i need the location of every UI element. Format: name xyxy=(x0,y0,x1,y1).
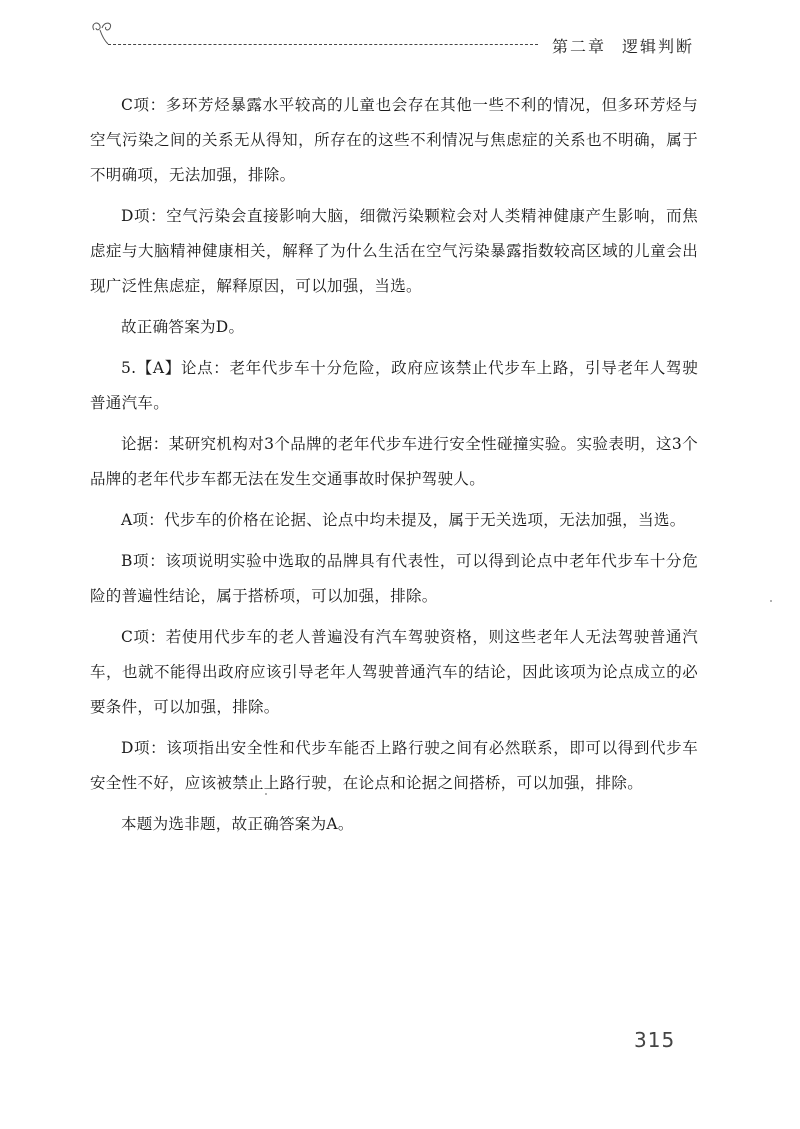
paragraph-q5-option-c: C项：若使用代步车的老人普遍没有汽车驾驶资格，则这些老年人无法驾驶普通汽车，也就不能得出政府应该引导老年人驾驶普通汽车的结论，因此该项为论点成立的必要条件，可以加强，排除。 xyxy=(90,628,698,716)
chapter-label: 第二章 xyxy=(552,37,607,56)
paragraph-answer-prev: 故正确答案为D。 xyxy=(121,318,245,336)
paragraph-q5-option-b: B项：该项说明实验中选取的品牌具有代表性，可以得到论点中老年代步车十分危险的普遍性结论，属于搭桥项，可以加强，排除。 xyxy=(90,552,698,605)
paragraph-q5-option-a: A项：代步车的价格在论据、论点中均未提及，属于无关选项，无法加强，当选。 xyxy=(121,511,686,529)
paragraph-q5-evidence: 论据：某研究机构对3个品牌的老年代步车进行安全性碰撞实验。实验表明，这3个品牌的老年代步车都无法在发生交通事故时保护驾驶人。 xyxy=(90,435,698,488)
paragraph-q5-answer: 本题为选非题，故正确答案为A。 xyxy=(121,815,354,833)
paragraph-option-c-prev: C项：多环芳烃暴露水平较高的儿童也会存在其他一些不利的情况，但多环芳烃与空气污染之间的关系无从得知，所存在的这些不利情况与焦虑症的关系也不明确，属于不明确项，无法加强，排除。 xyxy=(90,96,698,184)
page-body xyxy=(90,88,698,848)
paragraph-q5-argument: 5.【A】论点：老年代步车十分危险，政府应该禁止代步车上路，引导老年人驾驶普通汽车。 xyxy=(90,359,698,412)
paragraph-option-d-prev: D项：空气污染会直接影响大脑，细微污染颗粒会对人类精神健康产生影响，而焦虑症与大脑精神健康相关，解释了为什么生活在空气污染暴露指数较高区域的儿童会出现广泛性焦虑症，解释原因，可以加强，当选。 xyxy=(90,207,698,295)
paragraph-q5-option-d: D项：该项指出安全性和代步车能否上路行驶之间有必然联系，即可以得到代步车安全性不好，应该被禁止上路行驶，在论点和论据之间搭桥，可以加强，排除。 xyxy=(90,739,698,792)
scan-speck xyxy=(265,793,267,795)
scan-speck xyxy=(770,600,772,602)
page-header xyxy=(0,0,800,60)
section-label: 逻辑判断 xyxy=(622,37,695,56)
flourish-ornament-icon xyxy=(88,16,118,46)
page-number: 315 xyxy=(634,1028,676,1052)
header-rule xyxy=(108,44,538,45)
running-head xyxy=(552,34,694,57)
